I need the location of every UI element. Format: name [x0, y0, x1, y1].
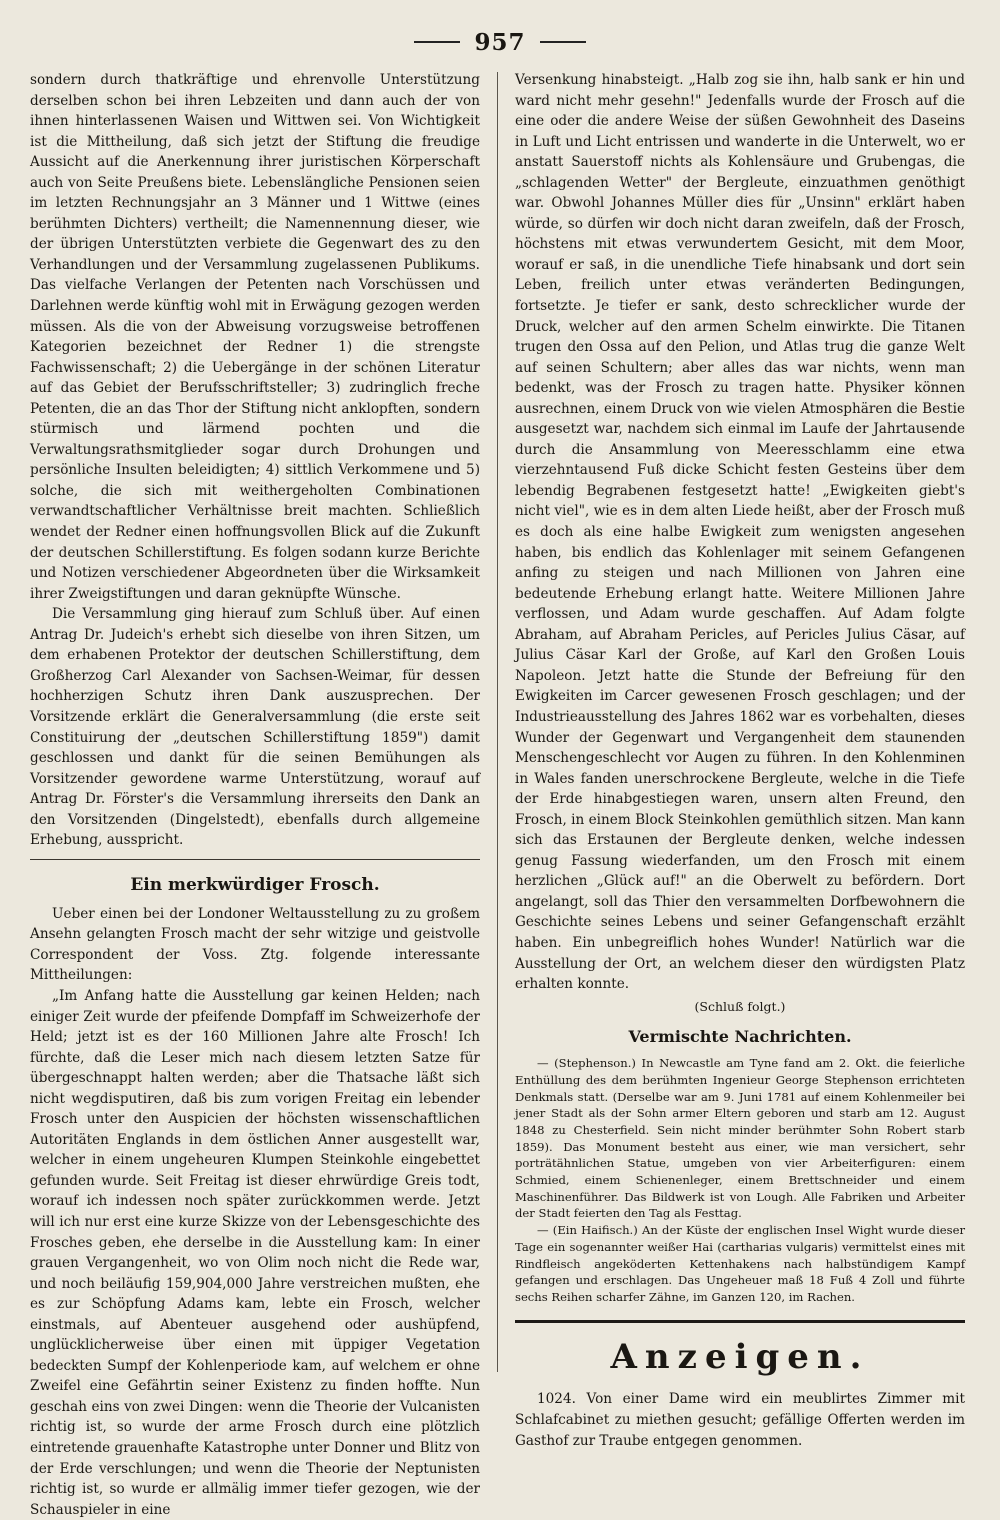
article-title-frosch: Ein merkwürdiger Frosch. — [130, 874, 380, 895]
schiller-report-closing: Die Versammlung ging hierauf zum Schluß über. Auf einen Antrag Dr. Judeich's erhebt sich dieselbe von ihren Sitzen, um dem erhabenen Protektor der deutschen Schillerstiftung, dem Großherzog Carl Alexander von Sachsen-Weimar, für dessen hochherzigen Schutz ihren Dank auszusprechen. Der Vorsitzende erklärt die Generalversammlung (die erste seit Constituirung der „deutschen Schillerstiftung 1859") damit geschlossen und dankt für die seinen Bemühungen als Vorsitzender gewordene warme Unterstützung, worauf auf Antrag Dr. Förster's die Versammlung ihrerseits den Dank an den Vorsitzenden (Dingelstedt), ebenfalls durch allgemeine Erhebung, ausspricht. — [30, 606, 480, 849]
ad-item-1024: 1024. Von einer Dame wird ein meublirtes Zimmer mit Schlafcabinet zu miethen gesucht; gefällige Offerten werden im Gasthof zur Traube entgegen genommen. — [515, 1390, 965, 1449]
right-column — [515, 70, 965, 1452]
news-item-haifisch: — (Ein Haifisch.) An der Küste der englischen Insel Wight wurde dieser Tage ein sogenannter weißer Hai (cartharias vulgaris) vermittelst eines mit Rindfleisch angeköderten Kettenhakens nach halbstündigem Kampf gefangen und erschlagen. Das Ungeheuer maß 18 Fuß 4 Zoll und führte sechs Reihen scharfer Zähne, im Ganzen 120, im Rachen. — [515, 1223, 965, 1304]
frosch-body: „Im Anfang hatte die Ausstellung gar keinen Helden; nach einiger Zeit wurde der pfeifende Dompfaff im Schweizerhofe der Held; jetzt ist es der 160 Millionen Jahre alte Frosch! Ich fürchte, daß die Leser mich nach diesem letzten Satze für übergeschnappt halten werden; aber die Thatsache läßt sich nicht wegdisputiren, daß bis zum vorigen Freitag ein lebender Frosch unter den Auspicien der höchsten wissenschaftlichen Autoritäten Englands in dem östlichen Anner ausgestellt war, welcher in einem ungeheuren Klumpen Steinkohle eingebettet gefunden wurde. Seit Freitag ist dieser ehrwürdige Greis todt, worauf ich indessen noch später zurückkommen werde. Jetzt will ich nur erst eine kurze Skizze von der Lebensgeschichte des Frosches geben, ehe derselbe in die Ausstellung kam: In einer grauen Vergangenheit, wo von Olim noch nicht die Rede war, und noch beiläufig 159,904,000 Jahre verstreichen mußten, ehe es zur Schöpfung Adams kam, lebte ein Frosch, welcher einstmals, auf Abenteuer ausgehend oder aushüpfend, unglücklicherweise über einen mit üppiger Vegetation bedeckten Sumpf der Kohlenperiode kam, auf welchem er ohne Zweifel eine Gefährtin seiner Existenz zu finden hoffte. Nun geschah eins von zwei Dingen: wenn die Theorie der Vulcanisten richtig ist, so wurde der arme Frosch durch eine plötzlich eintretende grauenhafte Katastrophe unter Donner und Blitz von der Erde verschlungen; und wenn die Theorie der Neptunisten richtig ist, so wurde er allmälig immer tiefer gezogen, wie der Schauspieler in eine — [30, 987, 480, 1518]
header-rule-left — [414, 41, 460, 43]
ads-rule — [515, 1320, 965, 1323]
news-block — [515, 1055, 965, 1306]
frosch-intro: Ueber einen bei der Londoner Weltausstellung zu zu großem Ansehn gelangten Frosch macht der sehr witzige und geistvolle Correspondent der Voss. Ztg. folgende interessante Mittheilungen: — [30, 905, 480, 984]
column-divider — [497, 72, 498, 1372]
frosch-body-continued: Versenkung hinabsteigt. „Halb zog sie ihn, halb sank er hin und ward nicht mehr gesehn!" Jedenfalls wurde der Frosch auf die eine oder die andere Weise der süßen Gewohnheit des Daseins in Luft und Licht entrissen und wanderte in die Unterwelt, wo er anstatt Sauerstoff nichts als Kohlensäure und Grubengas, die „schlagenden Wetter" der Bergleute, einzuathmen genöthigt war. Obwohl Johannes Müller dies für „Unsinn" erklärt haben würde, so dürfen wir doch nicht daran zweifeln, daß der Frosch, höchstens mit etwas verwundertem Gesicht, mit dem Moor, worauf er saß, in die unendliche Tiefe hinabsank und dort sein Leben, freilich unter etwas veränderten Bedingungen, fortsetzte. Je tiefer er sank, desto schrecklicher wurde der Druck, welcher auf den armen Schelm einwirkte. Die Titanen trugen den Ossa auf den Pelion, und Atlas trug die ganze Welt auf seinen Schultern; aber alles das war nichts, wenn man bedenkt, was der Frosch zu tragen hatte. Physiker können ausrechnen, einem Druck von wie vielen Atmosphären die Bestie ausgesetzt war, nachdem sich einmal im Laufe der Jahrtausende durch die Ansammlung von Meeresschlamm eine etwa vierzehntausend Fuß dicke Schicht festen Gesteins über dem lebendig Begrabenen festgesetzt hatte! „Ewigkeiten giebt's nicht viel", wie es in dem alten Liede heißt, aber der Frosch muß es doch als eine halbe Ewigkeit zum wenigsten angesehen haben, bis endlich das Kohlenlager mit seinem Gefangenen anfing zu steigen und nach Millionen von Jahren eine bedeutende Erhebung erlangt hatte. Weitere Millionen Jahre verflossen, und Adam wurde geschaffen. Auf Adam folgte Abraham, auf Abraham Pericles, auf Pericles Julius Cäsar, auf Julius Cäsar Karl der Große, auf Karl den Großen Louis Napoleon. Jetzt hatte die Stunde der Befreiung für den Ewigkeiten im Carcer gewesenen Frosch geschlagen; und der Industrieausstellung des Jahres 1862 war es vorbehalten, dieses Wunder der Gegenwart und Vergangenheit dem staunenden Menschengeschlecht vor Augen zu führen. In den Kohlenminen in Wales fanden unerschrockene Bergleute, welche in die Tiefe der Erde hinabgestiegen waren, unsern alten Freund, den Frosch, in einem Block Steinkohlen gemüthlich sitzen. Man kann sich das Erstaunen der Bergleute denken, welche indessen genug Fassung wiederfanden, um den Frosch mit einem herzlichen „Glück auf!" an die Oberwelt zu befördern. Dort angelangt, soll das Thier den versammelten Dorfbewohnern die Geschichte seines Lebens und seiner Gefangenschaft erzählt haben. Ein unbegreiflich hohes Wunder! Natürlich war die Ausstellung der Ort, an welchem dieser den würdigsten Platz erhalten konnte. — [515, 72, 965, 993]
page-number: 957 — [474, 28, 526, 56]
news-item-stephenson: — (Stephenson.) In Newcastle am Tyne fand am 2. Okt. die feierliche Enthüllung des dem berühmten Ingenieur George Stephenson errichteten Denkmals statt. (Derselbe war am 9. Juni 1781 auf einem Kohlenmeiler bei jener Stadt als der Sohn armer Eltern geboren und starb am 12. August 1848 zu Chesterfield. Sein nicht minder berühmter Sohn Robert starb 1859). Das Monument besteht aus einer, wie man versichert, sehr porträtähnlichen Statue, umgeben von vier Arbeiterfiguren: einem Schmied, einem Schienenleger, einem Brettschneider und einem Maschinenführer. Das Bildwerk ist von Lough. Alle Fabriken und Arbeiter der Stadt feierten den Tag als Festtag. — [515, 1056, 965, 1221]
header-rule-right — [540, 41, 586, 43]
section-rule — [30, 859, 480, 860]
section-title-news: Vermischte Nachrichten. — [628, 1027, 852, 1047]
page-header — [0, 22, 1000, 62]
to-be-continued: (Schluß folgt.) — [694, 998, 786, 1014]
section-title-ads: Anzeigen. — [610, 1336, 870, 1377]
left-column — [30, 70, 480, 1520]
schiller-report-continued: sondern durch thatkräftige und ehrenvolle Unterstützung derselben schon bei ihren Lebzeiten und dann auch der von ihnen hinterlassenen Waisen und Wittwen sei. Von Wichtigkeit ist die Mittheilung, daß sich jetzt der Stiftung die freudige Aussicht auf die Anerkennung ihrer juristischen Körperschaft auch von Seite Preußens biete. Lebenslängliche Pensionen seien im letzten Rechnungsjahr an 3 Männer und 1 Wittwe (eines berühmten Dichters) vertheilt; die Namennennung dieser, wie der übrigen Unterstützten verbiete die Gegenwart des zu den Verhandlungen und der Versammlung zugelassenen Publikums. Das vielfache Verlangen der Petenten nach Vorschüssen und Darlehnen werde künftig wohl mit in Erwägung gezogen werden müssen. Als die von der Abweisung vorzugsweise betroffenen Kategorien bezeichnet der Redner 1) die strengste Fachwissenschaft; 2) die Uebergänge in der schönen Literatur auf das Gebiet der Berufsschriftsteller; 3) zudringlich freche Petenten, die an das Thor der Stiftung nicht anklopften, sondern stürmisch und lärmend pochten und die Verwaltungsrathsmitglieder sogar durch Drohungen und persönliche Insulten beleidigten; 4) sittlich Verkommene und 5) solche, die sich mit weithergeholten Combinationen verwandtschaftlicher Verhältnisse breit machten. Schließlich wendet der Redner einen hoffnungsvollen Blick auf die Zukunft der deutschen Schillerstiftung. Es folgen sodann kurze Berichte und Notizen verschiedener Abgeordneten über die Wirksamkeit ihrer Zweigstiftungen und daran geknüpfte Wünsche. — [30, 72, 480, 602]
